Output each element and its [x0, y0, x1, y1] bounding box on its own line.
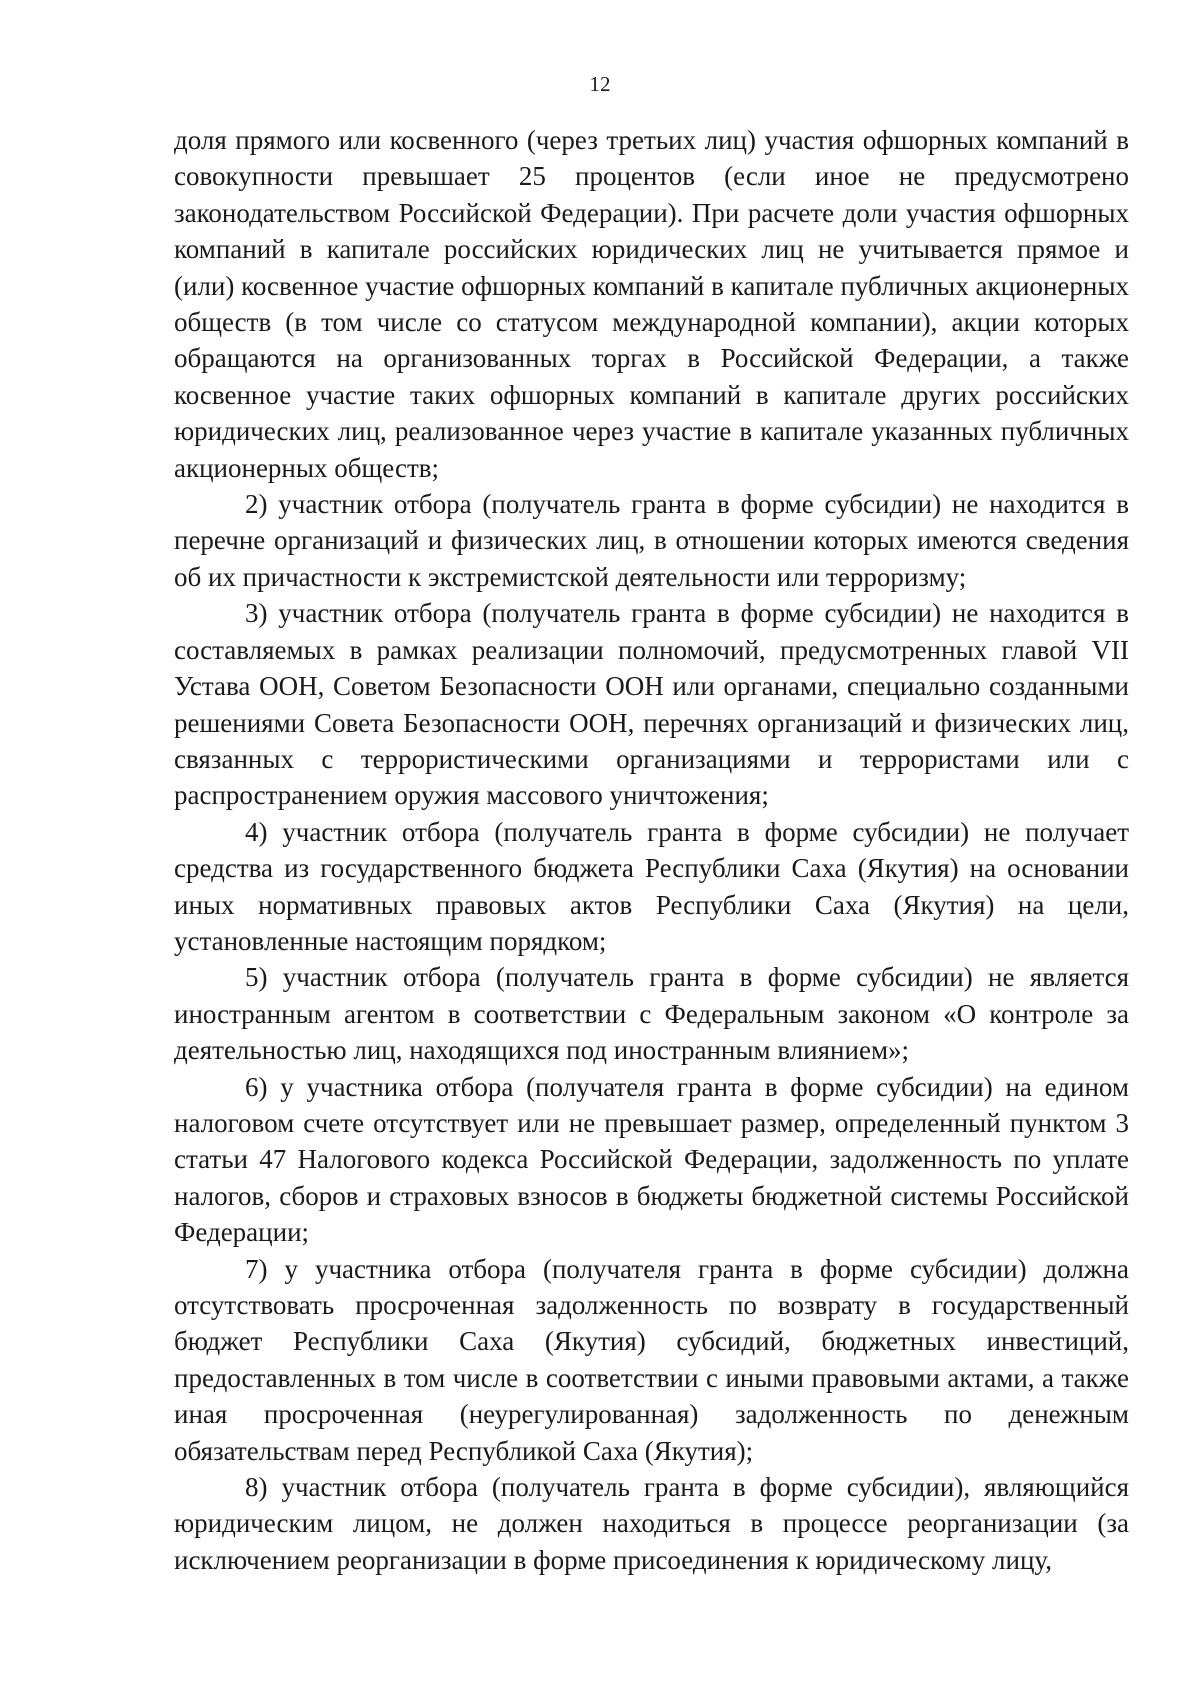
paragraph-item-7: 7) у участника отбора (получателя гранта в форме субсидии) должна отсутствовать просроченная задолженность по возврату в государственный бюджет Республики Саха (Якутия) субсидий, бюджетных инвестиций, предоставленных в том числе в соответствии с иными правовыми актами, а также иная просроченная (неурегулированная) задолженность по денежным обязательствам перед Республикой Саха (Якутия);	[174, 1253, 1129, 1466]
paragraph-item-6: 6) у участника отбора (получателя гранта в форме субсидии) на едином налоговом счете отсутствует или не превышает размер, определенный пунктом 3 статьи 47 Налогового кодекса Российской Федерации, задолженность по уплате налогов, сборов и страховых взносов в бюджеты бюджетной системы Российской Федерации;	[174, 1071, 1129, 1248]
paragraph-continuation: доля прямого или косвенного (через третьих лиц) участия офшорных компаний в совокупности превышает 25 процентов (если иное не предусмотрено законодательством Российской Федерации). При расчете доли участия офшорных компаний в капитале российских юридических лиц не учитывается прямое и (или) косвенное участие офшорных компаний в капитале публичных акционерных обществ (в том числе со статусом международной компании), акции которых обращаются на организованных торгах в Российской Федерации, а также косвенное участие таких офшорных компаний в капитале других российских юридических лиц, реализованное через участие в капитале указанных публичных акционерных обществ;	[174, 125, 1129, 483]
page-number: 12	[589, 72, 611, 96]
paragraph-item-2: 2) участник отбора (получатель гранта в форме субсидии) не находится в перечне организаций и физических лиц, в отношении которых имеются сведения об их причастности к экстремистской деятельности или терроризму;	[174, 489, 1129, 592]
paragraph-item-8: 8) участник отбора (получатель гранта в форме субсидии), являющийся юридическим лицом, не должен находиться в процессе реорганизации (за исключением реорганизации в форме присоединения к юридическому лицу,	[174, 1472, 1129, 1575]
paragraph-item-3: 3) участник отбора (получатель гранта в форме субсидии) не находится в составляемых в рамках реализации полномочий, предусмотренных главой VII Устава ООН, Советом Безопасности ООН или органами, специально созданными решениями Совета Безопасности ООН, перечнях организаций и физических лиц, связанных с террористическими организациями и террористами или с распространением оружия массового уничтожения;	[174, 598, 1129, 811]
document-body	[174, 122, 1129, 1578]
paragraph-item-5: 5) участник отбора (получатель гранта в форме субсидии) не является иностранным агентом в соответствии с Федеральным законом «О контроле за деятельностью лиц, находящихся под иностранным влиянием»;	[174, 962, 1129, 1066]
paragraph-item-4: 4) участник отбора (получатель гранта в форме субсидии) не получает средства из государственного бюджета Республики Саха (Якутия) на основании иных нормативных правовых актов Республики Саха (Якутия) на цели, установленные настоящим порядком;	[174, 816, 1129, 956]
